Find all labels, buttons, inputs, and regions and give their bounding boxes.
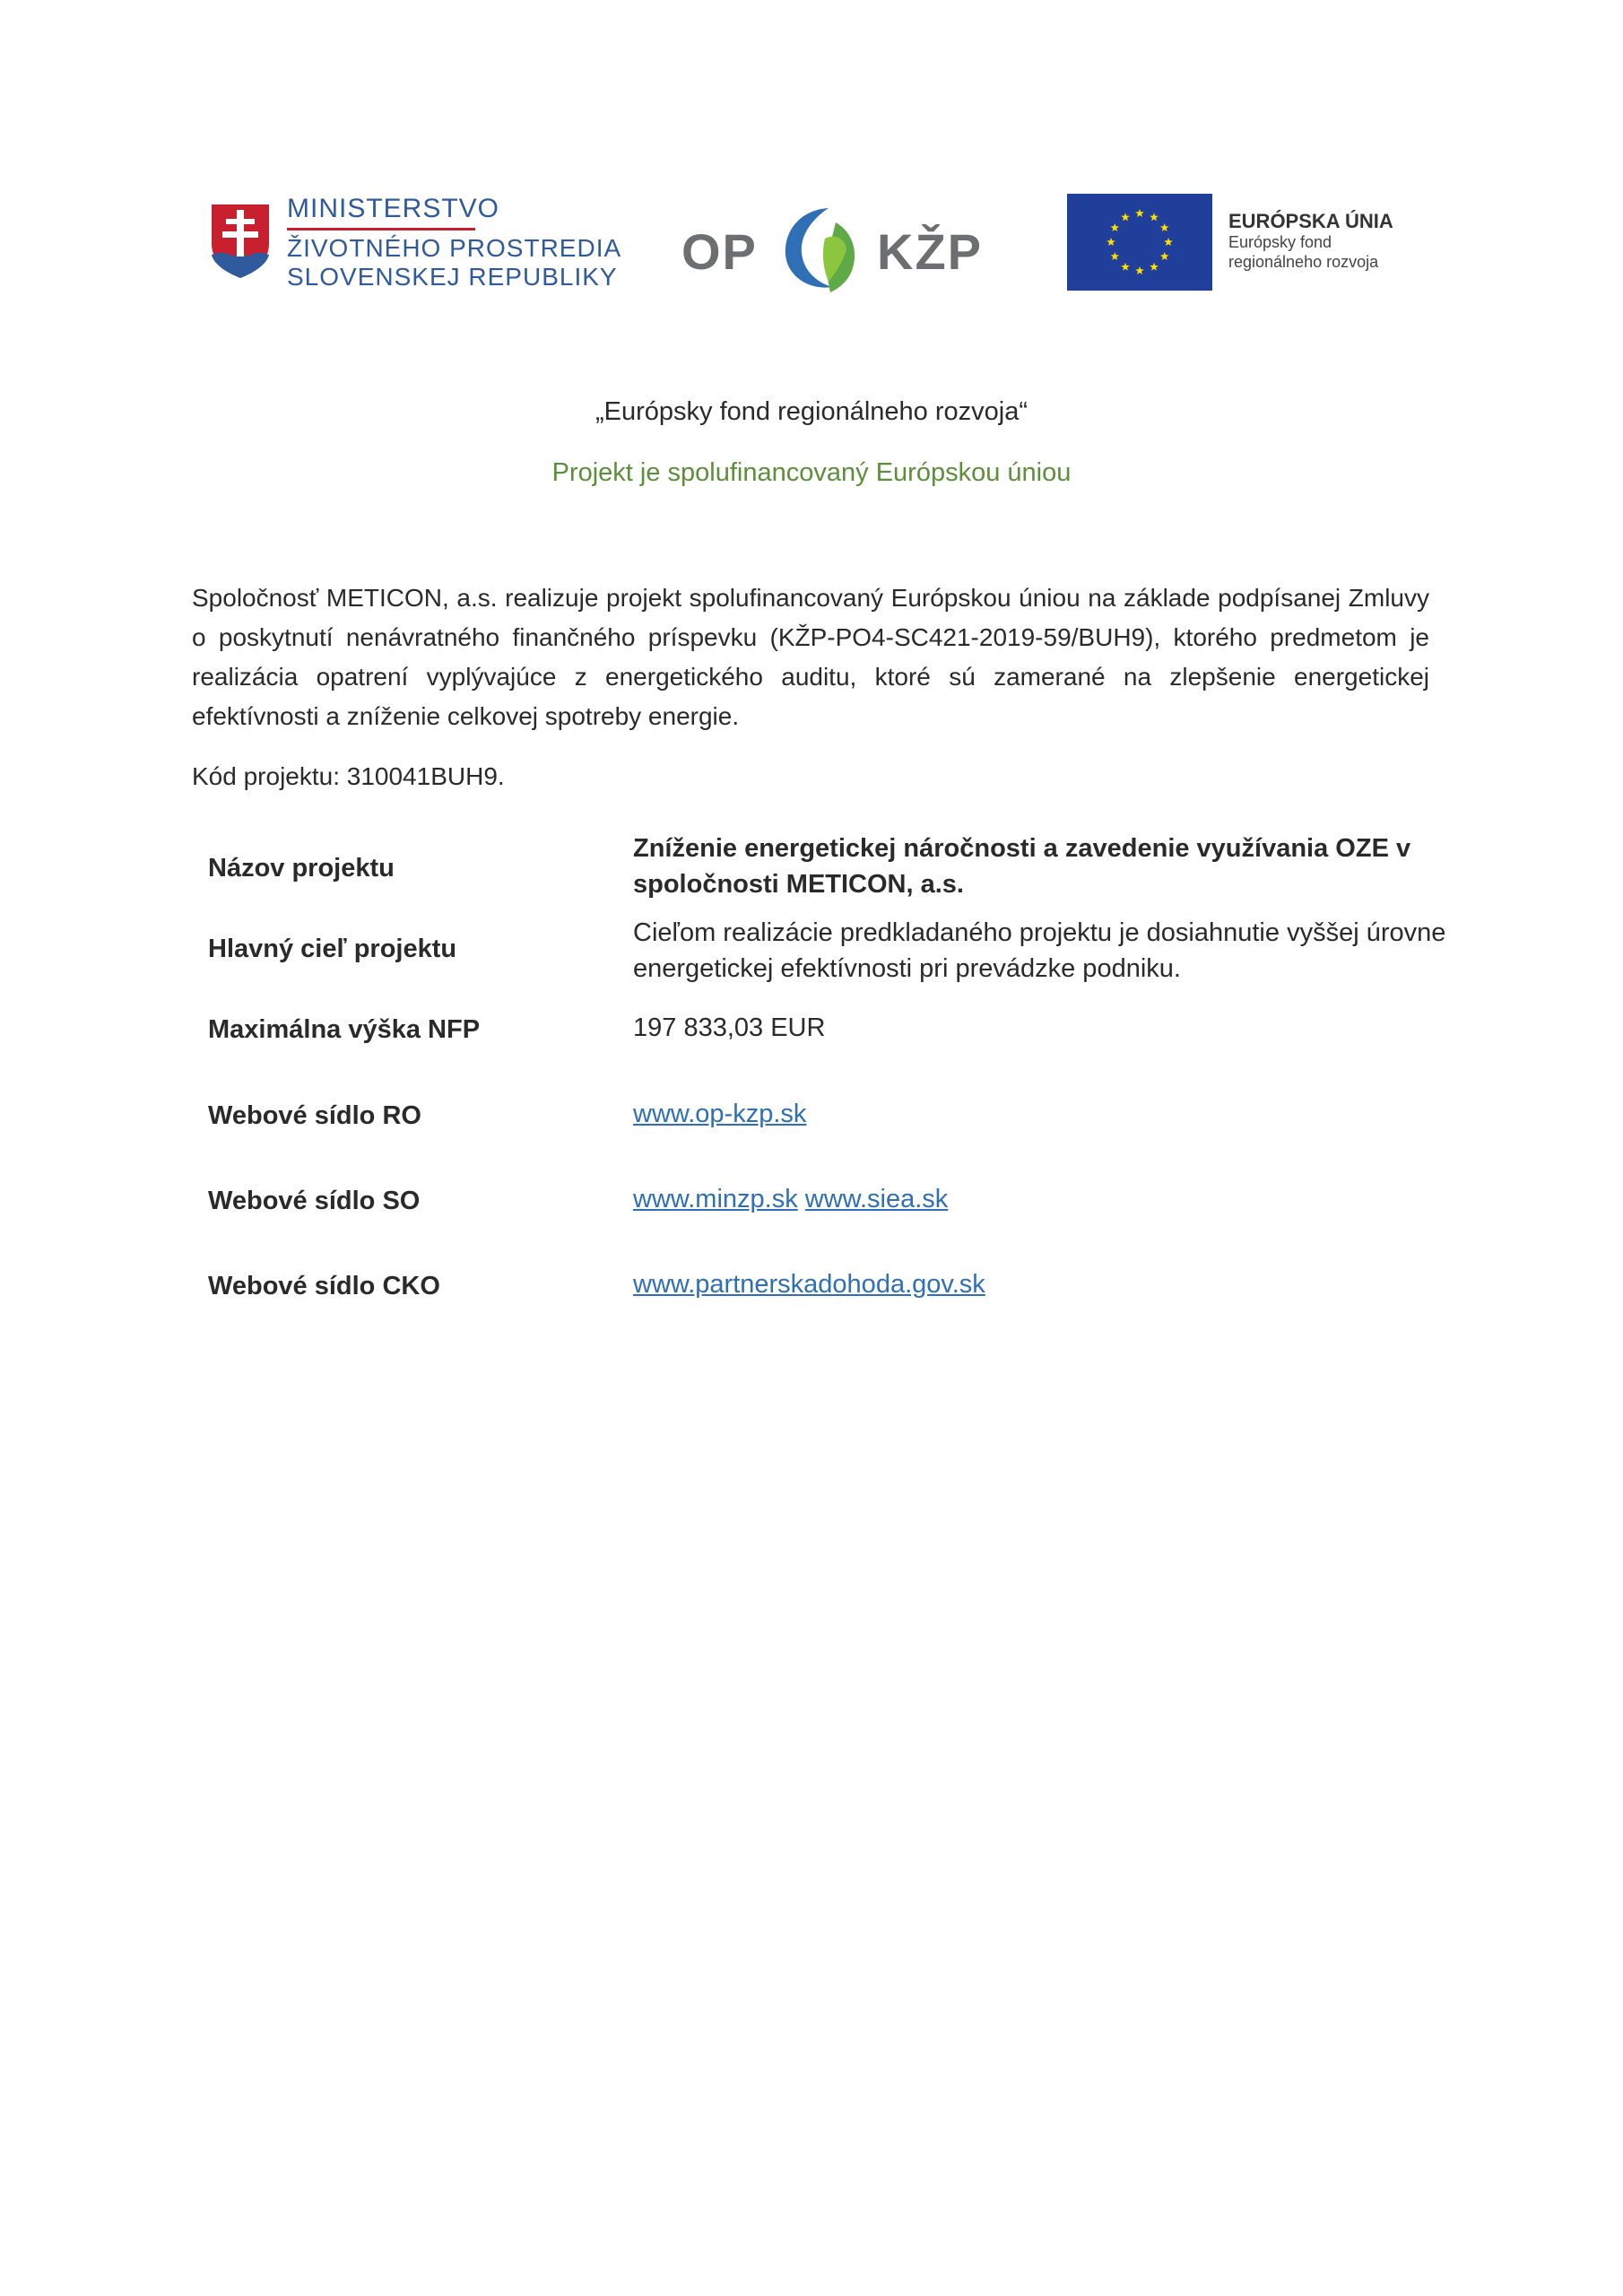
link-op-kzp[interactable]: www.op-kzp.sk (633, 1100, 807, 1128)
info-label: Webové sídlo CKO (208, 1272, 440, 1300)
info-label: Webové sídlo RO (208, 1101, 421, 1130)
project-description: Spoločnosť METICON, a.s. realizuje projekt spolufinancovaný Európskou úniou na základe podpísanej Zmluvy o poskytnutí nenávratného finančného príspevku (KŽP-PO4-SC421-2019-59/BUH9), ktorého predmetom je realizácia opatrení vyplývajúce z energetického auditu, ktoré sú zamerané na zlepšenie energetickej efektívnosti a zníženie celkovej spotreby energie. (192, 584, 1429, 730)
info-value: Zníženie energetickej náročnosti a zavedenie využívania OZE v spoločnosti METICON, a.s. (633, 834, 1411, 899)
info-label: Webové sídlo SO (208, 1187, 421, 1215)
info-value (633, 1181, 1458, 1217)
op-kzp-logo (681, 196, 986, 303)
ministry-line2: ŽIVOTNÉHO PROSTREDIA (287, 234, 622, 262)
op-kzp-leaf-logo-icon (773, 199, 872, 298)
ministry-logo (208, 192, 638, 300)
link-partnerskadohoda[interactable]: www.partnerskadohoda.gov.sk (633, 1270, 985, 1299)
link-minzp[interactable]: www.minzp.sk (633, 1185, 798, 1213)
eu-caption (1228, 210, 1393, 273)
eu-logo (1067, 194, 1426, 292)
info-value (633, 1266, 1458, 1302)
link-siea[interactable]: www.siea.sk (804, 1185, 949, 1213)
info-value (633, 1096, 1458, 1132)
eu-line1: EURÓPSKA ÚNIA (1228, 210, 1393, 232)
op-logo-left-text: OP (681, 223, 758, 280)
eu-flag-icon (1067, 194, 1212, 291)
info-value: 197 833,03 EUR (633, 1013, 826, 1042)
ministry-line3: SLOVENSKEJ REPUBLIKY (287, 263, 618, 291)
info-value: Cieľom realizácie predkladaného projektu je dosiahnutie vyššej úrovne energetickej efektívnosti pri prevádzke podniku. (633, 918, 1446, 983)
ministry-name (287, 196, 621, 290)
info-label: Názov projektu (208, 854, 395, 883)
eu-line3: regionálneho rozvoja (1228, 252, 1379, 271)
info-label: Maximálna výška NFP (208, 1015, 481, 1044)
project-code: Kód projektu: 310041BUH9. (192, 762, 505, 790)
info-label: Hlavný cieľ projektu (208, 935, 457, 963)
op-logo-right-text: KŽP (877, 223, 983, 280)
slovak-coat-of-arms-icon (208, 201, 273, 282)
ministry-divider (287, 228, 475, 230)
fund-heading: „Európsky fond regionálneho rozvoja“ (595, 397, 1028, 426)
cofinanced-heading: Projekt je spolufinancovaný Európskou úniou (551, 458, 1072, 487)
ministry-line1: MINISTERSTVO (287, 194, 500, 223)
eu-line2: Európsky fond (1228, 233, 1332, 252)
